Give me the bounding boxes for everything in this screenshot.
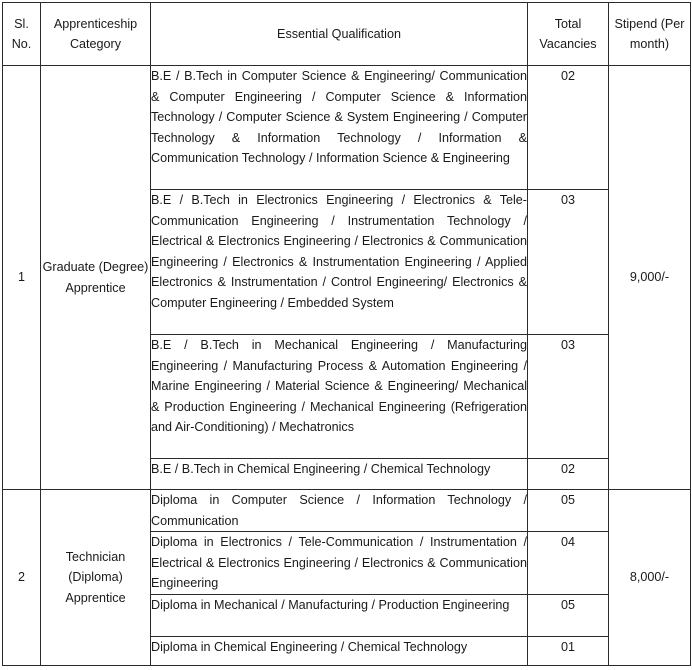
group-category: Technician (Diploma) Apprentice bbox=[41, 490, 151, 666]
vacancies-cell: 02 bbox=[528, 66, 609, 190]
vacancies-cell: 05 bbox=[528, 594, 609, 636]
header-qualification: Essential Qualification bbox=[151, 3, 528, 66]
table-row bbox=[3, 66, 691, 190]
vacancies-cell: 05 bbox=[528, 490, 609, 532]
qualification-cell: B.E / B.Tech in Mechanical Engineering / Manufacturing Engineering / Manufacturing Process & Automation Engineering / Marine Engineering / Material Science & Engineering/ Mechanical & Production Engineering / Mechanical Engineering (Refrigeration and Air-Conditioning) / Mechatronics bbox=[151, 335, 528, 459]
qualification-cell: B.E / B.Tech in Electronics Engineering / Electronics & Tele-Communication Engineering / Instrumentation Technology / Electrical & Electronics Engineering / Electronics & Communication Engineering / Electronics & Instrumentation Engineering / Applied Electronics & Instrumentation / Control Engineering/ Electronics & Computer Engineering / Embedded System bbox=[151, 190, 528, 335]
table-row bbox=[3, 490, 691, 532]
qualification-cell: Diploma in Electronics / Tele-Communication / Instrumentation / Electrical & Electronics Engineering / Electronics & Communication Engineering bbox=[151, 532, 528, 595]
qualification-cell: Diploma in Mechanical / Manufacturing / Production Engineering bbox=[151, 594, 528, 636]
header-vacancies: Total Vacancies bbox=[528, 3, 609, 66]
group-stipend: 8,000/- bbox=[609, 490, 691, 666]
qualification-cell: B.E / B.Tech in Chemical Engineering / Chemical Technology bbox=[151, 459, 528, 490]
header-row bbox=[3, 3, 691, 66]
vacancies-cell: 01 bbox=[528, 636, 609, 665]
vacancies-cell: 03 bbox=[528, 335, 609, 459]
vacancies-cell: 03 bbox=[528, 190, 609, 335]
vacancies-cell: 02 bbox=[528, 459, 609, 490]
group-sl-no: 2 bbox=[3, 490, 41, 666]
qualification-cell: B.E / B.Tech in Computer Science & Engineering/ Communication & Computer Engineering / Computer Science & Information Technology / Computer Science & System Engineering / Computer Technology & Information Technology / Information & Communication Technology / Information Science & Engineering bbox=[151, 66, 528, 190]
qualification-cell: Diploma in Computer Science / Information Technology / Communication bbox=[151, 490, 528, 532]
header-category: Apprenticeship Category bbox=[41, 3, 151, 66]
qualification-cell: Diploma in Chemical Engineering / Chemical Technology bbox=[151, 636, 528, 665]
header-sl-no: Sl. No. bbox=[3, 3, 41, 66]
group-sl-no: 1 bbox=[3, 66, 41, 490]
header-stipend: Stipend (Per month) bbox=[609, 3, 691, 66]
vacancies-cell: 04 bbox=[528, 532, 609, 595]
group-stipend: 9,000/- bbox=[609, 66, 691, 490]
apprenticeship-table bbox=[2, 2, 691, 666]
group-category: Graduate (Degree) Apprentice bbox=[41, 66, 151, 490]
